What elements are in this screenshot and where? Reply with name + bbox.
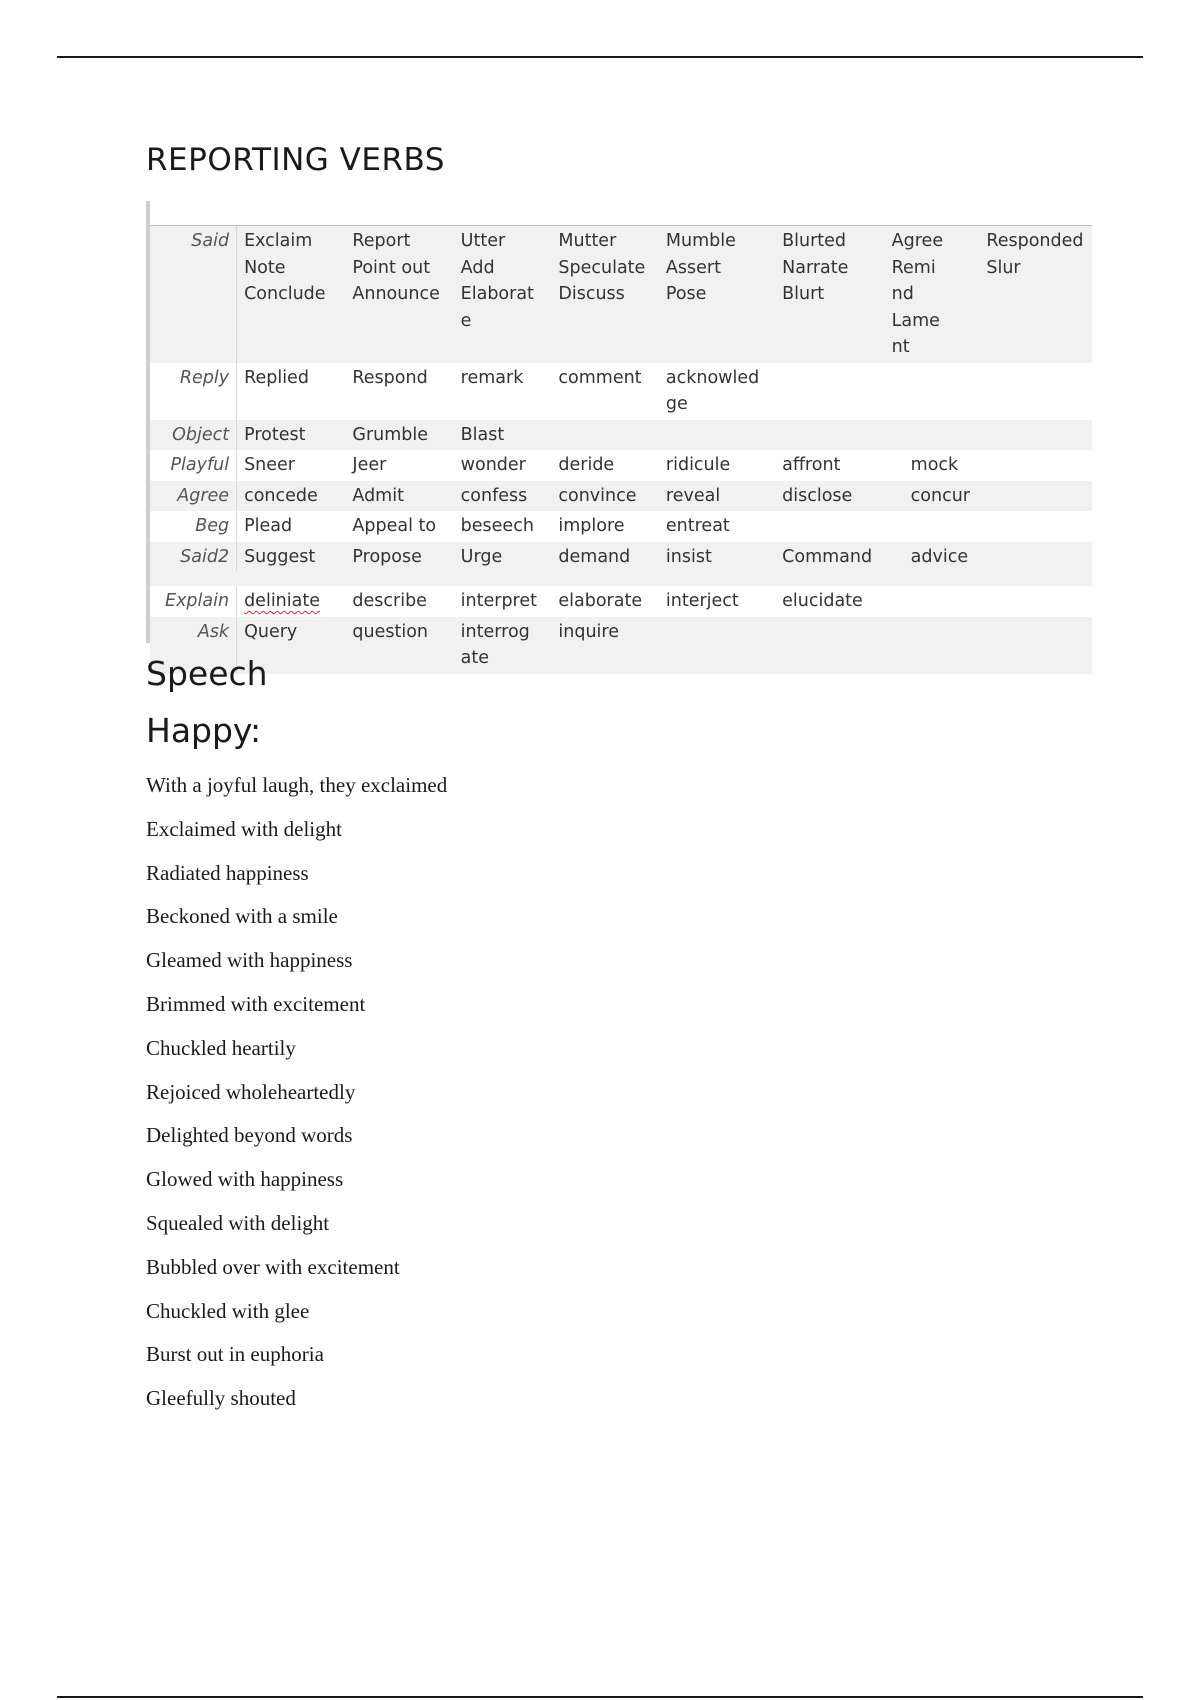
table-cell — [979, 542, 1092, 573]
table-cell — [454, 586, 552, 617]
table-cell — [775, 450, 885, 481]
table-cell — [979, 511, 1092, 542]
list-item: Bubbled over with excitement — [146, 1254, 400, 1279]
verb-text: concede — [244, 485, 318, 506]
table-cell — [237, 586, 345, 617]
verb-text: remark — [460, 367, 524, 388]
table-cell — [551, 450, 659, 481]
table-cell — [659, 450, 775, 481]
verb-text: Mutter — [558, 231, 617, 251]
table-row — [150, 586, 1092, 617]
verb-text: Speculate — [558, 257, 646, 278]
verb-text: acknowled — [665, 367, 760, 388]
list-item: Brimmed with excitement — [146, 991, 366, 1016]
verb-text: Utter — [460, 231, 506, 251]
list-item: Gleefully shouted — [146, 1386, 296, 1411]
table-cell — [775, 420, 885, 451]
table-row — [150, 542, 1092, 573]
verb-text: reveal — [665, 485, 721, 506]
list-item: With a joyful laugh, they exclaimed — [146, 773, 448, 797]
verb-text: Note — [244, 257, 286, 278]
table-cell — [345, 450, 453, 481]
table-cell — [885, 363, 980, 420]
verb-text: inquire — [558, 621, 619, 642]
verb-text: wonder — [460, 455, 526, 475]
speech-heading: Speech — [146, 654, 268, 693]
table-cell — [237, 225, 345, 363]
verb-text: comment — [558, 367, 642, 388]
table-cell — [885, 617, 980, 674]
list-item: Burst out in euphoria — [146, 1342, 324, 1367]
table-cell — [345, 225, 453, 363]
table-cell — [659, 225, 775, 363]
table-cell — [659, 617, 775, 674]
table-cell — [885, 542, 980, 573]
table-cell — [454, 542, 552, 573]
table-cell — [659, 511, 775, 542]
verb-text: mock — [910, 455, 959, 475]
table-cell — [345, 586, 453, 617]
verb-text: confess — [460, 485, 528, 506]
verb-text: demand — [558, 546, 631, 567]
reporting-verbs-table-image — [146, 201, 1092, 668]
table-cell — [885, 586, 980, 617]
verb-text: deliniate — [244, 591, 320, 611]
table-cell — [885, 225, 980, 363]
verb-text: interpret — [460, 591, 537, 611]
verb-text: advice — [910, 546, 969, 567]
table-cell — [659, 420, 775, 451]
table-row — [150, 617, 1092, 674]
verb-text: elucidate — [782, 591, 863, 611]
row-label: Said — [150, 225, 237, 363]
verb-text: Remi — [891, 257, 936, 278]
table-row — [150, 363, 1092, 420]
list-item: Beckoned with a smile — [146, 904, 338, 929]
table-row — [150, 450, 1092, 481]
table-cell — [345, 420, 453, 451]
table-cell — [345, 542, 453, 573]
verb-text: Announce — [352, 284, 440, 304]
verb-text: Point out — [352, 257, 431, 278]
table-cell — [345, 363, 453, 420]
row-label: Said2 — [150, 542, 237, 573]
verb-text: Suggest — [244, 546, 316, 567]
row-label: Explain — [150, 586, 237, 617]
verb-text: Urge — [460, 546, 503, 567]
table-cell — [237, 511, 345, 542]
table-row — [150, 481, 1092, 512]
verb-text: ge — [665, 394, 688, 414]
list-item: Gleamed with happiness — [146, 948, 353, 973]
verb-text: Query — [244, 621, 298, 642]
verb-text: Report — [352, 231, 411, 251]
verb-text: entreat — [665, 516, 730, 536]
list-item: Radiated happiness — [146, 860, 309, 885]
verb-text: Agree — [891, 231, 944, 251]
table-cell — [659, 542, 775, 573]
table-cell — [775, 586, 885, 617]
table-cell — [659, 363, 775, 420]
table-cell — [885, 450, 980, 481]
verb-text: Conclude — [244, 284, 326, 304]
verb-text: Admit — [352, 485, 404, 506]
verb-text: interject — [665, 591, 739, 611]
table-cell — [454, 225, 552, 363]
verb-text: convince — [558, 485, 637, 506]
table-cell — [979, 225, 1092, 363]
verb-text: Mumble — [665, 231, 736, 251]
verb-text: implore — [558, 516, 625, 536]
table-cell — [454, 617, 552, 674]
verb-text: Grumble — [352, 424, 429, 445]
table-row — [150, 511, 1092, 542]
table-row — [150, 225, 1092, 363]
table-cell — [345, 617, 453, 674]
list-item: Chuckled heartily — [146, 1035, 296, 1060]
list-item: Delighted beyond words — [146, 1123, 353, 1148]
table-row — [150, 420, 1092, 451]
row-label: Object — [150, 420, 237, 451]
table-cell — [979, 450, 1092, 481]
verb-text: Add — [460, 257, 495, 278]
reporting-verbs-table — [150, 225, 1092, 674]
table-spacer-cell — [150, 572, 1092, 586]
row-label: Playful — [150, 450, 237, 481]
verb-text: elaborate — [558, 591, 643, 611]
table-cell — [885, 511, 980, 542]
verb-text: question — [352, 621, 429, 642]
verb-text: disclose — [782, 485, 853, 506]
verb-text: Appeal to — [352, 516, 437, 536]
verb-text: Slur — [986, 257, 1021, 278]
list-item: Chuckled with glee — [146, 1298, 310, 1323]
verb-text: Lame — [891, 310, 940, 331]
table-spacer-row — [150, 572, 1092, 586]
page-title: REPORTING VERBS — [146, 142, 445, 178]
row-label: Reply — [150, 363, 237, 420]
verb-text: Narrate — [782, 257, 849, 278]
verb-text: Elaborat — [460, 284, 534, 304]
verb-text: ate — [460, 648, 490, 668]
table-cell — [345, 511, 453, 542]
table-cell — [885, 481, 980, 512]
table-cell — [551, 363, 659, 420]
table-cell — [454, 420, 552, 451]
table-cell — [454, 481, 552, 512]
verb-text: beseech — [460, 516, 534, 536]
table-cell — [237, 481, 345, 512]
table-cell — [885, 420, 980, 451]
verb-text: nt — [891, 337, 910, 357]
happy-phrase-list — [146, 772, 447, 1429]
table-cell — [454, 363, 552, 420]
list-item: Rejoiced wholeheartedly — [146, 1079, 356, 1104]
table-cell — [551, 511, 659, 542]
verb-text: Protest — [244, 424, 306, 445]
table-cell — [775, 542, 885, 573]
table-cell — [454, 450, 552, 481]
table-cell — [454, 511, 552, 542]
list-item: Squealed with delight — [146, 1210, 330, 1235]
verb-text: insist — [665, 546, 712, 567]
verb-text: Propose — [352, 546, 422, 567]
table-cell — [551, 420, 659, 451]
verb-text: Exclaim — [244, 231, 313, 251]
verb-text: deride — [558, 455, 615, 475]
table-cell — [551, 542, 659, 573]
verb-text: Sneer — [244, 455, 296, 475]
table-cell — [237, 542, 345, 573]
table-cell — [979, 420, 1092, 451]
table-cell — [979, 363, 1092, 420]
table-cell — [659, 481, 775, 512]
table-cell — [237, 420, 345, 451]
verb-text: Pose — [665, 284, 707, 304]
verb-text: affront — [782, 455, 841, 475]
verb-text: interrog — [460, 621, 530, 642]
row-label: Beg — [150, 511, 237, 542]
table-cell — [775, 617, 885, 674]
list-item: Exclaimed with delight — [146, 816, 342, 841]
table-cell — [237, 450, 345, 481]
table-cell — [979, 617, 1092, 674]
footer-rule — [57, 1696, 1143, 1698]
verb-text: Plead — [244, 516, 293, 536]
table-cell — [979, 586, 1092, 617]
verb-text: Responded — [986, 231, 1084, 251]
verb-text: e — [460, 310, 472, 331]
table-cell — [237, 363, 345, 420]
table-cell — [775, 363, 885, 420]
header-rule — [57, 56, 1143, 58]
table-cell — [775, 511, 885, 542]
table-cell — [775, 225, 885, 363]
table-cell — [551, 481, 659, 512]
table-cell — [659, 586, 775, 617]
verb-text: Replied — [244, 367, 309, 388]
list-item: Glowed with happiness — [146, 1167, 344, 1192]
table-cell — [979, 481, 1092, 512]
table-cell — [551, 617, 659, 674]
happy-heading: Happy: — [146, 711, 262, 750]
verb-text: Discuss — [558, 284, 625, 304]
row-label: Ask — [150, 617, 237, 674]
verb-text: describe — [352, 591, 427, 611]
verb-text: Respond — [352, 367, 428, 388]
verb-text: Jeer — [352, 455, 387, 475]
table-cell — [551, 225, 659, 363]
table-cell — [345, 481, 453, 512]
verb-text: ridicule — [665, 455, 731, 475]
verb-text: Command — [782, 546, 873, 567]
verb-text: Blurted — [782, 231, 847, 251]
verb-text: Blurt — [782, 284, 825, 304]
verb-text: nd — [891, 284, 914, 304]
verb-text: Blast — [460, 424, 505, 445]
row-label: Agree — [150, 481, 237, 512]
verb-text: Assert — [665, 257, 721, 278]
verb-text: concur — [910, 485, 970, 506]
table-cell — [775, 481, 885, 512]
table-cell — [551, 586, 659, 617]
